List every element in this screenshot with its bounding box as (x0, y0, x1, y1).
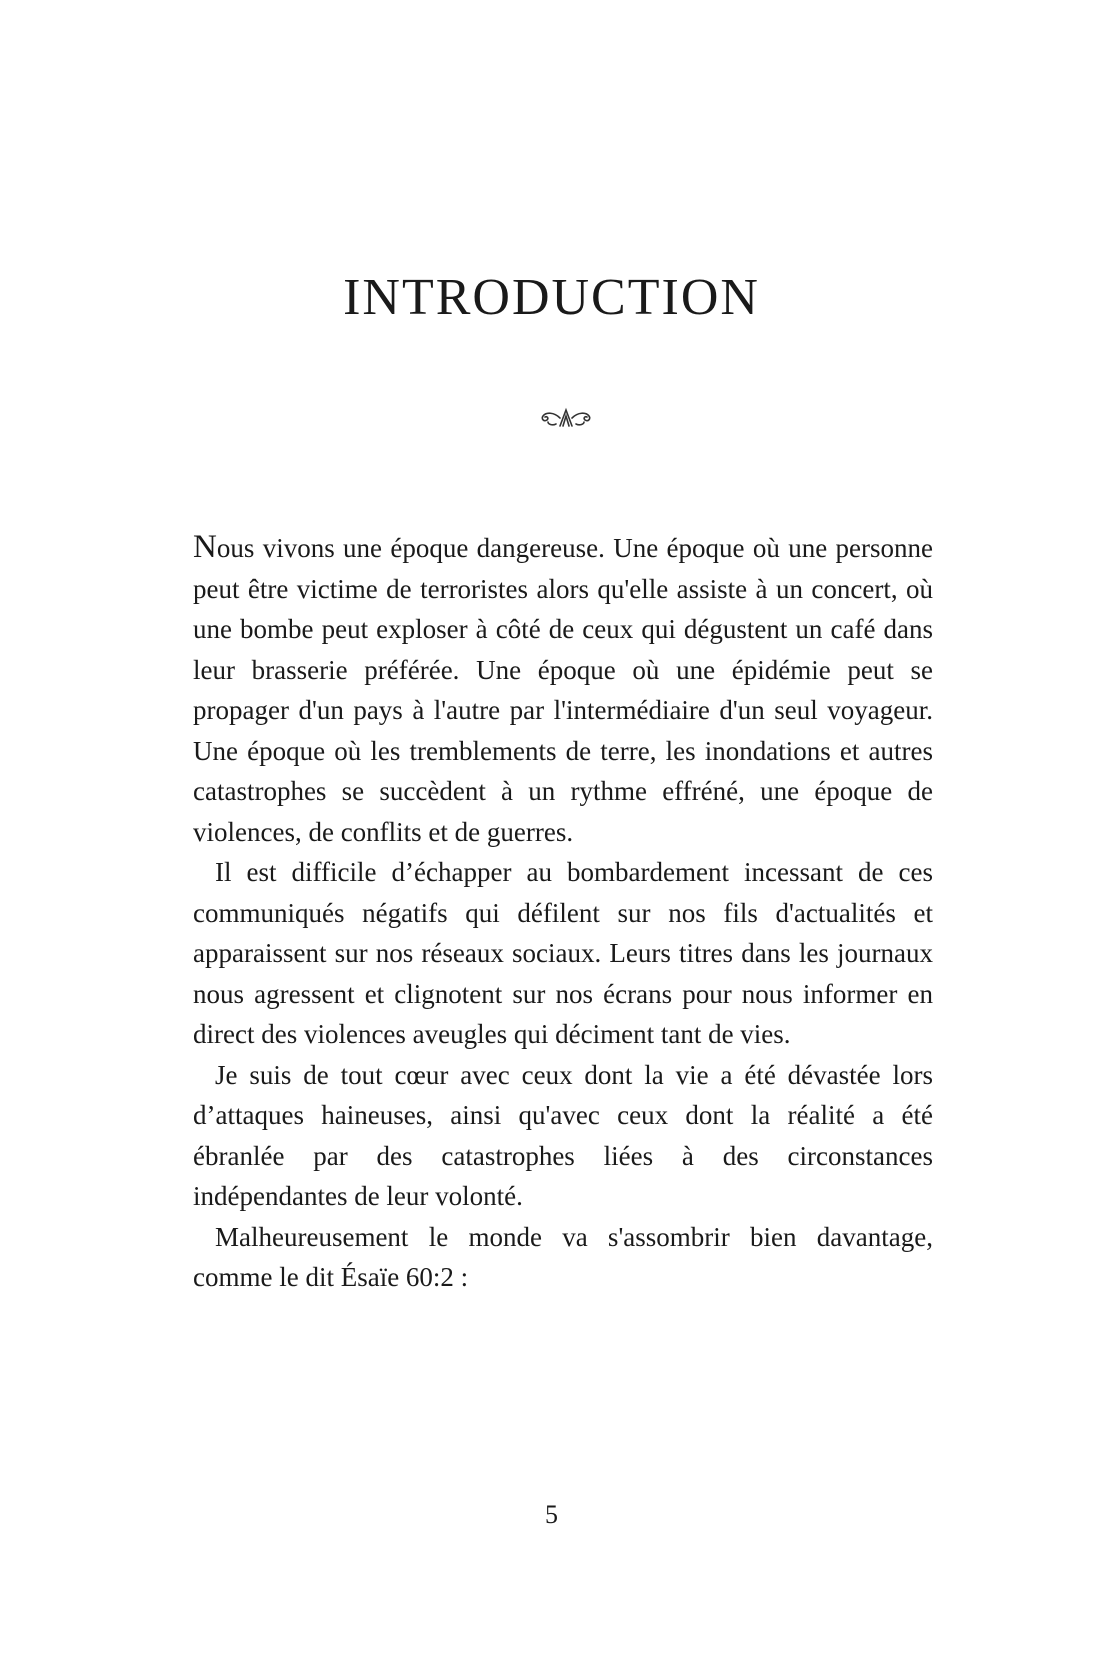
fleuron-ornament-icon (536, 404, 596, 432)
chapter-title: INTRODUCTION (343, 269, 760, 326)
paragraph-1 (193, 528, 933, 852)
drop-initial: N (193, 529, 217, 565)
page-number: 5 (545, 1500, 558, 1529)
paragraph-4: Malheureusement le monde va s'assombrir bien davantage, comme le dit Ésaïe 60:2 : (193, 1221, 933, 1292)
body-text (193, 528, 933, 1298)
paragraph-2: Il est difficile d’échapper au bombardement incessant de ces communiqués négatifs qui défilent sur nos fils d'actualités et apparaissent sur nos réseaux sociaux. Leurs titres dans les journaux nous agressent et clignotent sur nos écrans pour nous informer en direct des violences aveugles qui déciment tant de vies. (193, 857, 933, 1049)
paragraph-1-text: ous vivons une époque dangereuse. Une époque où une personne peut être victime de terroristes alors qu'elle assiste à un concert, où une bombe peut exploser à côté de ceux qui dégustent un café dans leur brasserie préférée. Une époque où une épidémie peut se propager d'un pays à l'autre par l'intermédiaire d'un seul voyageur. Une époque où les tremblements de terre, les inondations et autres catastrophes se succèdent à un rythme effréné, une époque de violences, de conflits et de guerres. (193, 533, 933, 847)
paragraph-3: Je suis de tout cœur avec ceux dont la vie a été dévastée lors d’attaques haineuses, ainsi qu'avec ceux dont la réalité a été ébranlée par des catastrophes liées à des circonstances indépendantes de leur volonté. (193, 1059, 933, 1211)
